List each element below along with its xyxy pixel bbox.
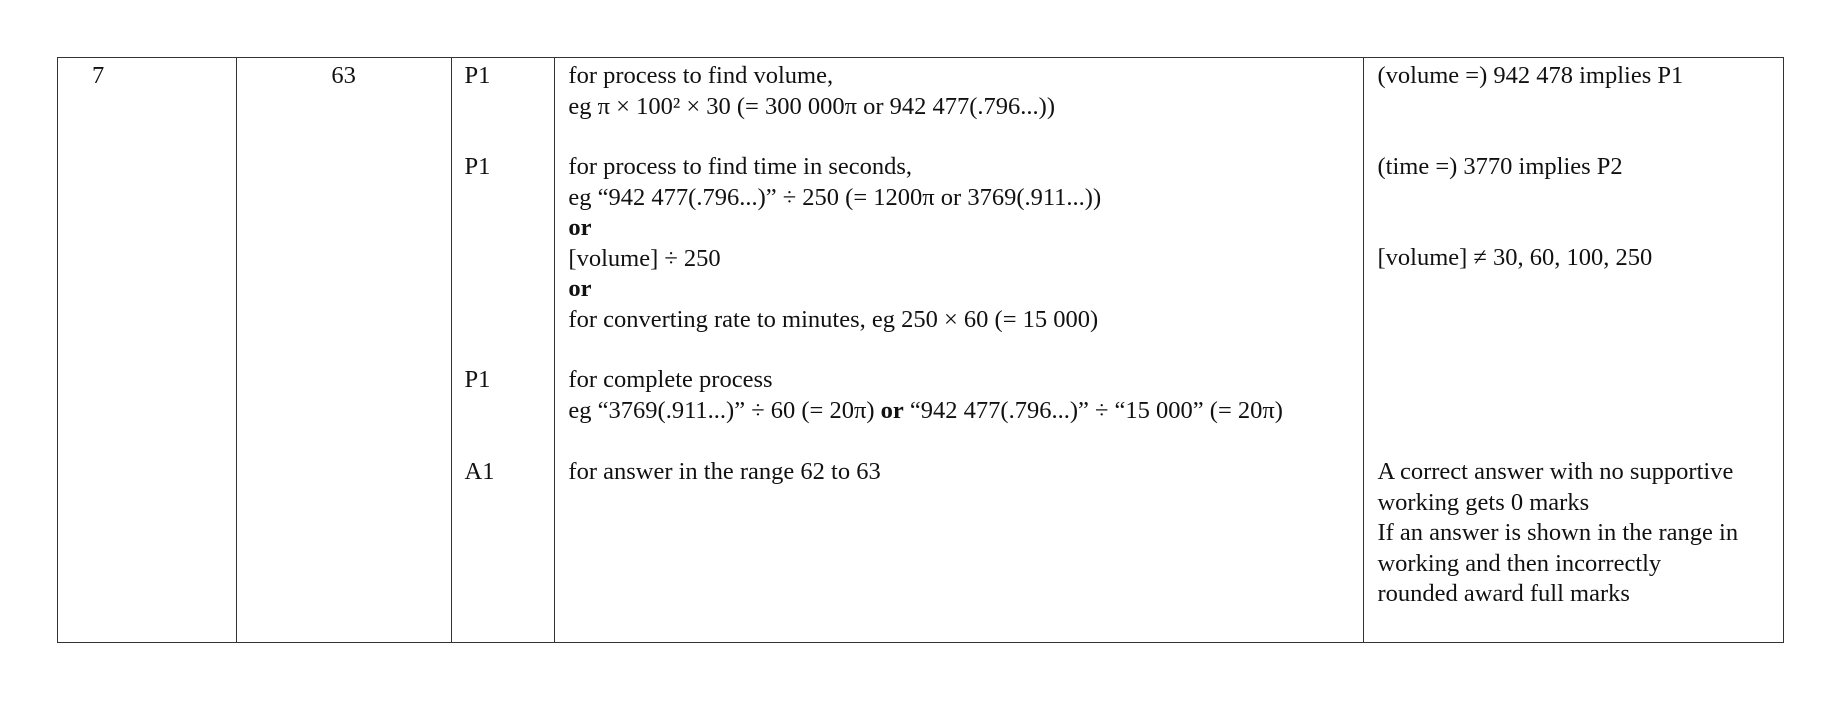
note-volume: [1377, 61, 1775, 92]
note-text: working gets 0 marks: [1377, 488, 1590, 516]
note-a1: [1377, 457, 1775, 610]
note-text: If an answer is shown in the range in: [1377, 519, 1739, 546]
guidance-or: or: [568, 214, 592, 241]
note-text: working and then incorrectly: [1377, 549, 1662, 577]
guidance-column: [554, 58, 1363, 642]
answer-column: [236, 58, 451, 642]
guidance-text: for process to find time in seconds,: [568, 153, 913, 180]
guidance-text: for process to find volume,: [568, 62, 834, 89]
guidance-or: or: [568, 275, 592, 302]
mark-column: [451, 58, 555, 642]
guidance-a1: [568, 457, 1355, 488]
mark-a1: A1: [464, 458, 495, 485]
guidance-text: for answer in the range 62 to 63: [568, 458, 881, 485]
note-text: rounded award full marks: [1377, 580, 1630, 607]
guidance-text: for complete process: [568, 366, 773, 393]
note-text: [volume] ≠ 30, 60, 100, 250: [1377, 244, 1653, 271]
note-text: (volume =) 942 478 implies P1: [1377, 62, 1684, 89]
additional-guidance-column: [1363, 58, 1783, 642]
mark-p1-volume: P1: [464, 62, 491, 89]
guidance-example-part: eg “3769(.911...)” ÷ 60 (= 20π): [568, 396, 881, 424]
question-column: [58, 58, 236, 642]
guidance-p1-complete: [568, 365, 1355, 426]
guidance-alternative: for converting rate to minutes, eg 250 × 60 (= 15 000): [568, 305, 1099, 333]
guidance-example: [568, 396, 1355, 427]
mark-p1-complete: P1: [464, 366, 491, 393]
guidance-or: or: [880, 396, 904, 424]
note-time: [1377, 152, 1775, 183]
guidance-example: eg π × 100² × 30 (= 300 000π or 942 477(.796...)): [568, 92, 1056, 120]
guidance-p1-volume: [568, 61, 1355, 122]
guidance-example-part: “942 477(.796...)” ÷ “15 000” (= 20π): [903, 396, 1283, 424]
mark-p1-time: P1: [464, 153, 491, 180]
note-text: A correct answer with no supportive: [1377, 458, 1734, 485]
question-number: 7: [92, 62, 105, 89]
guidance-alternative: [volume] ÷ 250: [568, 244, 721, 272]
guidance-p1-time: [568, 152, 1355, 335]
answer-value: 63: [331, 62, 356, 89]
note-text: (time =) 3770 implies P2: [1377, 153, 1623, 180]
guidance-example: eg “942 477(.796...)” ÷ 250 (= 1200π or 3769(.911...)): [568, 183, 1102, 211]
note-volume-condition: [1377, 243, 1775, 274]
mark-scheme-table: [57, 57, 1784, 643]
